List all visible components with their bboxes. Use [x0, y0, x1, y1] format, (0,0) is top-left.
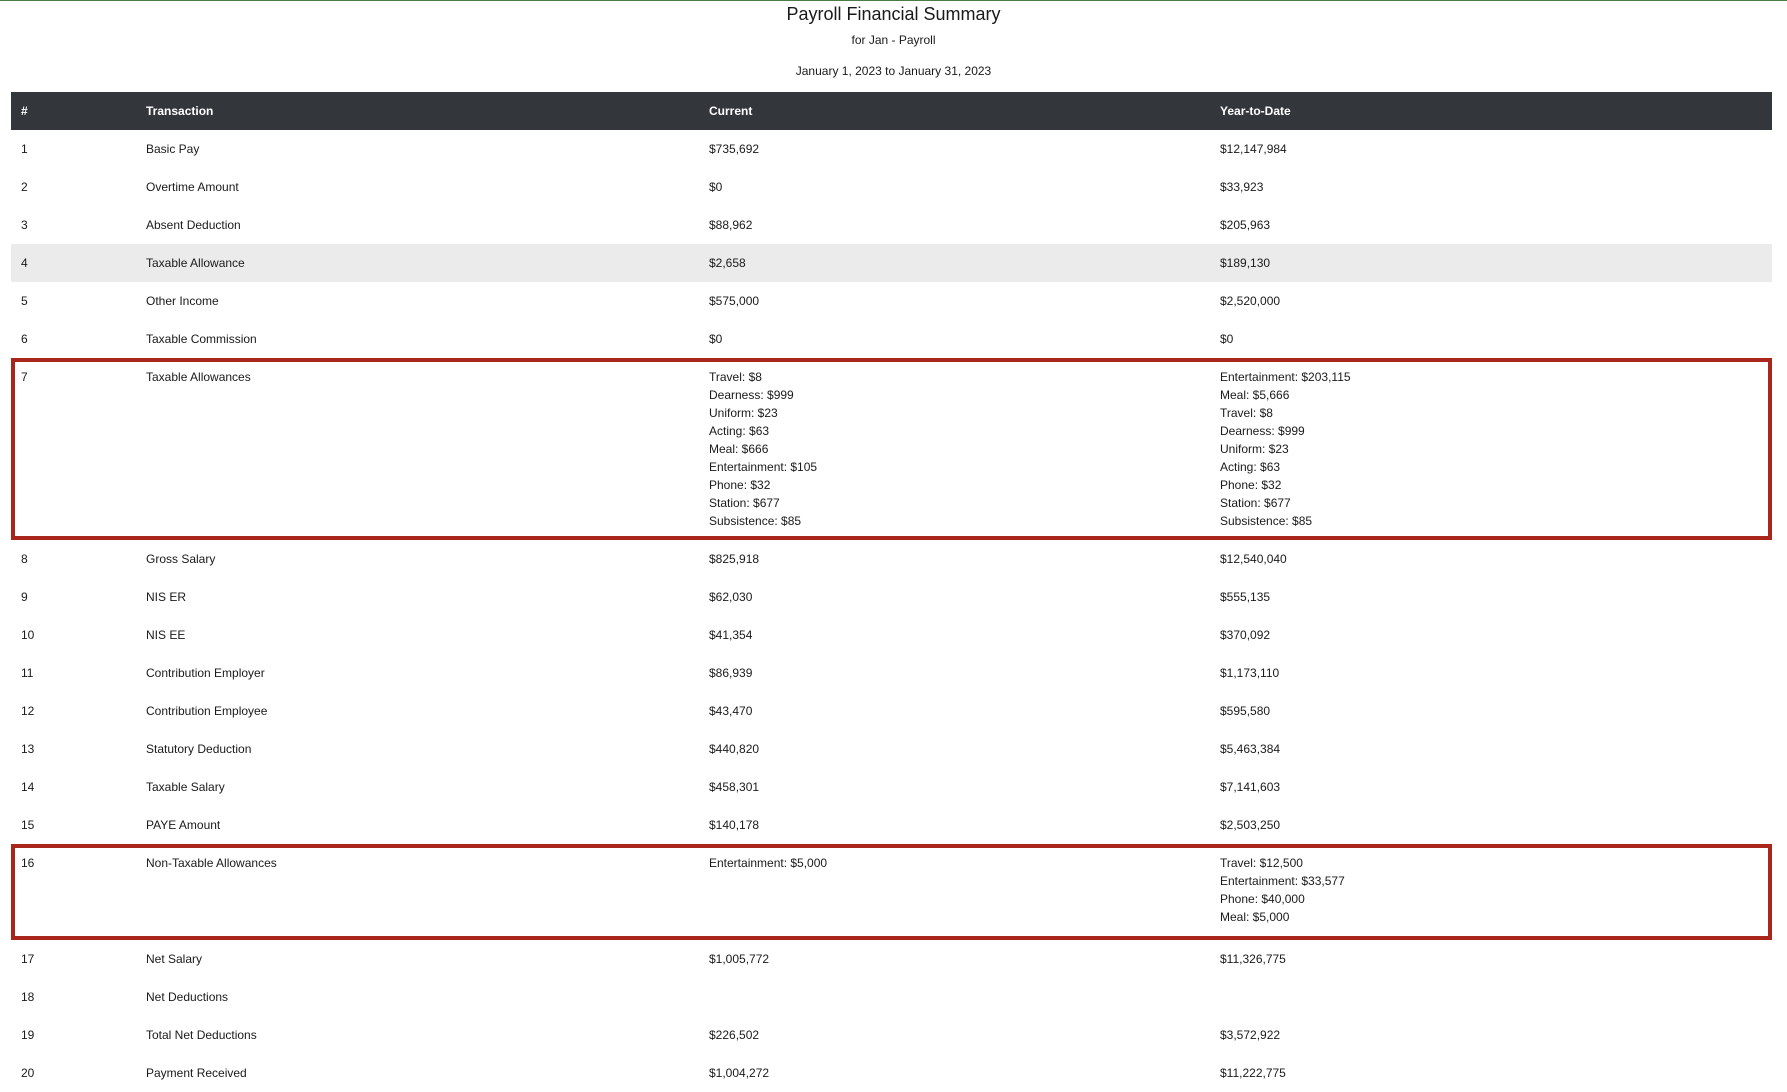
- row-number: 7: [21, 370, 28, 384]
- row-current: $458,301: [709, 780, 760, 794]
- row-transaction: Contribution Employer: [146, 666, 265, 680]
- row-ytd: $5,463,384: [1220, 742, 1281, 756]
- table-row: [11, 692, 1772, 730]
- row-current: Travel: $8 Dearness: $999 Uniform: $23 Acting: $63 Meal: $666 Entertainment: $105 Phone: $32 Station: $677 Subsistence: $85: [709, 370, 818, 528]
- table-row: [11, 940, 1772, 978]
- row-transaction: Statutory Deduction: [146, 742, 252, 756]
- row-current: $2,658: [709, 256, 746, 270]
- row-transaction: Non-Taxable Allowances: [146, 856, 277, 870]
- row-number: 20: [21, 1066, 35, 1080]
- row-ytd: $1,173,110: [1220, 666, 1280, 680]
- row-number: 15: [21, 818, 35, 832]
- col-header-number: #: [21, 104, 28, 118]
- row-number: 3: [21, 218, 28, 232]
- row-current: $0: [709, 332, 723, 346]
- table-row: [11, 358, 1772, 540]
- row-number: 14: [21, 780, 35, 794]
- row-current: $43,470: [709, 704, 753, 718]
- row-current: $1,005,772: [709, 952, 770, 966]
- table-row: [11, 578, 1772, 616]
- row-ytd: $11,326,775: [1220, 952, 1286, 966]
- col-header-ytd: Year-to-Date: [1220, 104, 1291, 118]
- table-row: [11, 730, 1772, 768]
- row-transaction: NIS ER: [146, 590, 187, 604]
- row-current: $440,820: [709, 742, 760, 756]
- row-ytd: $189,130: [1220, 256, 1271, 270]
- row-number: 16: [21, 856, 35, 870]
- row-current: $86,939: [709, 666, 753, 680]
- row-current: $735,692: [709, 142, 760, 156]
- row-ytd: Entertainment: $203,115 Meal: $5,666 Travel: $8 Dearness: $999 Uniform: $23 Acting: $63 Phone: $32 Station: $677 Subsistence: $85: [1220, 370, 1351, 528]
- row-transaction: NIS EE: [146, 628, 186, 642]
- row-current: $140,178: [709, 818, 760, 832]
- row-number: 18: [21, 990, 35, 1004]
- row-transaction: Net Salary: [146, 952, 203, 966]
- row-ytd: $7,141,603: [1220, 780, 1281, 794]
- row-transaction: Taxable Allowances: [146, 370, 251, 384]
- top-border: [0, 0, 1787, 1]
- row-ytd: $2,520,000: [1220, 294, 1281, 308]
- row-transaction: Taxable Allowance: [146, 256, 245, 270]
- row-transaction: Overtime Amount: [146, 180, 239, 194]
- row-number: 5: [21, 294, 28, 308]
- row-transaction: Taxable Salary: [146, 780, 225, 794]
- table-row: [11, 616, 1772, 654]
- table-row: [11, 244, 1772, 282]
- table-row: [11, 540, 1772, 578]
- row-ytd: $595,580: [1220, 704, 1271, 718]
- row-current: $62,030: [709, 590, 753, 604]
- col-header-current: Current: [709, 104, 753, 118]
- row-ytd: $0: [1220, 332, 1234, 346]
- table-body: [11, 130, 1772, 1092]
- row-transaction: Taxable Commission: [146, 332, 257, 346]
- row-number: 19: [21, 1028, 35, 1042]
- row-ytd: Travel: $12,500 Entertainment: $33,577 Phone: $40,000 Meal: $5,000: [1220, 856, 1345, 924]
- row-current: $41,354: [709, 628, 753, 642]
- row-transaction: Payment Received: [146, 1066, 247, 1080]
- row-ytd: $205,963: [1220, 218, 1271, 232]
- row-transaction: Gross Salary: [146, 552, 216, 566]
- row-number: 10: [21, 628, 35, 642]
- table-header: [11, 92, 1772, 130]
- report-subtitle: for Jan - Payroll: [851, 33, 936, 47]
- table-row: [11, 768, 1772, 806]
- row-ytd: $555,135: [1220, 590, 1271, 604]
- row-ytd: $11,222,775: [1220, 1066, 1286, 1080]
- row-ytd: $2,503,250: [1220, 818, 1281, 832]
- table-row: [11, 806, 1772, 844]
- row-transaction: Net Deductions: [146, 990, 229, 1004]
- table-row: [11, 168, 1772, 206]
- row-number: 9: [21, 590, 28, 604]
- report-title: Payroll Financial Summary: [786, 4, 1001, 24]
- table-row: [11, 130, 1772, 168]
- report-date-range: January 1, 2023 to January 31, 2023: [795, 64, 992, 78]
- table-row: [11, 1054, 1772, 1092]
- row-current: $825,918: [709, 552, 760, 566]
- row-number: 2: [21, 180, 28, 194]
- table-row: [11, 654, 1772, 692]
- row-number: 1: [21, 142, 28, 156]
- row-transaction: Absent Deduction: [146, 218, 241, 232]
- row-transaction: Contribution Employee: [146, 704, 268, 718]
- row-number: 12: [21, 704, 35, 718]
- row-transaction: Other Income: [146, 294, 219, 308]
- table-row: [11, 1016, 1772, 1054]
- row-ytd: $12,540,040: [1220, 552, 1287, 566]
- row-number: 4: [21, 256, 28, 270]
- row-ytd: $33,923: [1220, 180, 1264, 194]
- row-current: $88,962: [709, 218, 753, 232]
- row-number: 17: [21, 952, 35, 966]
- row-number: 6: [21, 332, 28, 346]
- row-number: 11: [21, 666, 34, 680]
- table-row: [11, 844, 1772, 940]
- row-ytd: $12,147,984: [1220, 142, 1287, 156]
- row-current: Entertainment: $5,000: [709, 856, 828, 870]
- row-current: $226,502: [709, 1028, 760, 1042]
- row-ytd: $3,572,922: [1220, 1028, 1281, 1042]
- table-row: [11, 320, 1772, 358]
- row-number: 8: [21, 552, 28, 566]
- col-header-transaction: Transaction: [146, 104, 214, 118]
- row-number: 13: [21, 742, 35, 756]
- row-ytd: $370,092: [1220, 628, 1271, 642]
- row-current: $0: [709, 180, 723, 194]
- row-current: $575,000: [709, 294, 760, 308]
- table-row: [11, 206, 1772, 244]
- payroll-table: [11, 92, 1772, 1092]
- row-current: $1,004,272: [709, 1066, 770, 1080]
- table-row: [11, 282, 1772, 320]
- table-row: [11, 978, 1772, 1016]
- row-transaction: Total Net Deductions: [146, 1028, 257, 1042]
- row-transaction: PAYE Amount: [146, 818, 221, 832]
- row-transaction: Basic Pay: [146, 142, 200, 156]
